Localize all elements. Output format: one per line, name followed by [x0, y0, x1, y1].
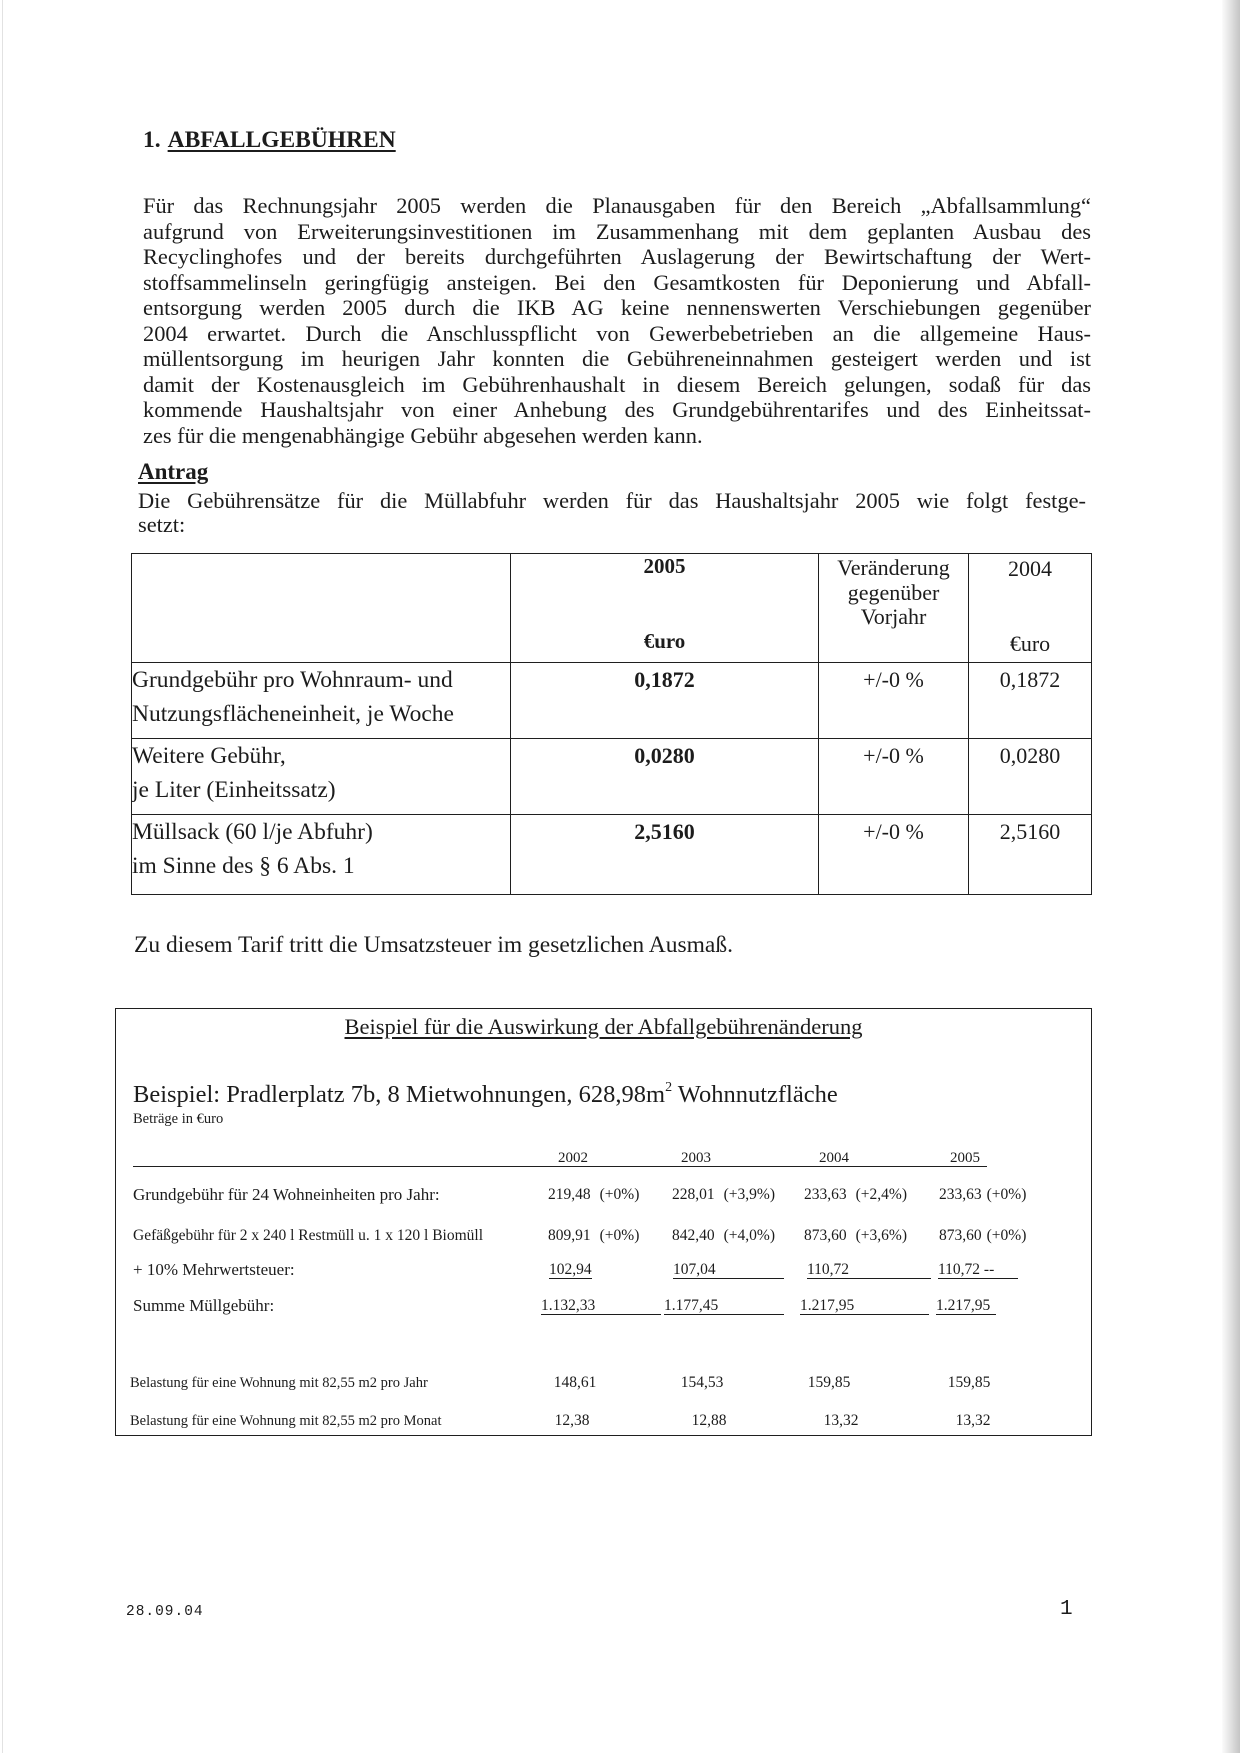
example-row-container-fee: [116, 1227, 1091, 1245]
cell-value: 873,60: [939, 1227, 982, 1244]
fee-row-value-2004: 2,5160: [969, 815, 1092, 895]
example-row-base-fee: [116, 1186, 1091, 1204]
intro-line: Für das Rechnungsjahr 2005 werden die Planausgaben für den Bereich „Abfallsammlung“: [143, 193, 1091, 218]
header-current-year-cell: [511, 554, 819, 663]
fee-row-value-2005: 0,1872: [511, 663, 819, 739]
header-change-line: gegenüber: [847, 579, 940, 605]
header-previous-unit: €uro: [1009, 631, 1051, 656]
cell-2003: 107,04: [673, 1261, 784, 1279]
cell-2003: [672, 1227, 775, 1245]
cell-2002: 1.132,33: [541, 1297, 661, 1315]
cell-2004: 1.217,95: [800, 1297, 929, 1315]
section-number: 1.: [143, 127, 161, 153]
tax-note: Zu diesem Tarif tritt die Umsatzsteuer im gesetzlichen Ausmaß.: [134, 932, 733, 958]
antrag-line: Die Gebührensätze für die Müllabfuhr werden für das Haushaltsjahr 2005 wie folgt festge-: [138, 488, 1086, 513]
fee-row-value-2005: 0,0280: [511, 739, 819, 815]
amounts-note: Beträge in €uro: [133, 1111, 224, 1127]
antrag-heading: Antrag: [138, 459, 209, 484]
header-previous-year-cell: [969, 554, 1092, 663]
cell-2004: 159,85: [807, 1374, 851, 1391]
cell-2003: 1.177,45: [664, 1297, 784, 1315]
example-row-per-month: [116, 1412, 1091, 1430]
cell-2002: [548, 1227, 639, 1245]
fee-row-label: [132, 815, 511, 895]
header-previous-year: 2004: [1008, 556, 1052, 581]
cell-2003: [672, 1186, 775, 1204]
row-label: + 10% Mehrwertsteuer:: [133, 1260, 295, 1279]
header-current-unit: €uro: [643, 629, 686, 653]
cell-value: 842,40: [672, 1227, 715, 1244]
intro-line: zes für die mengenabhängige Gebühr abgesehen werden kann.: [143, 422, 703, 448]
cell-value: 228,01: [672, 1186, 715, 1203]
cell-2003: 154,53: [680, 1374, 724, 1391]
cell-change: (+3,9%): [723, 1186, 775, 1203]
cell-2004: [804, 1186, 907, 1204]
example-prefix: Beispiel: Pradlerplatz 7b, 8 Mietwohnungen, 628,98m: [133, 1081, 666, 1108]
section-title: ABFALLGEBÜHREN: [167, 127, 396, 153]
cell-2004: 13,32: [823, 1412, 859, 1429]
cell-2005: 13,32: [955, 1412, 991, 1429]
cell-2003: 12,88: [691, 1412, 727, 1429]
fee-row-label-line: Grundgebühr pro Wohnraum- und: [132, 667, 453, 693]
cell-2002: 102,94: [549, 1261, 592, 1278]
header-current-year: 2005: [643, 554, 686, 578]
example-box-title: Beispiel für die Auswirkung der Abfallgebührenänderung: [344, 1014, 863, 1039]
cell-change: (+0%): [599, 1227, 640, 1244]
superscript-two: 2: [665, 1080, 673, 1095]
scan-edge-right: [1222, 0, 1240, 1753]
cell-2005: [939, 1186, 1026, 1204]
cell-2005: 159,85: [947, 1374, 991, 1391]
intro-line: aufgrund von Erweiterungsinvestitionen im Zusammenhang mit dem geplanten Ausbau des: [143, 218, 1091, 244]
fee-row-label: [132, 663, 511, 739]
intro-line: 2004 erwartet. Durch die Anschlusspflicht von Gewerbebetrieben an die allgemeine Haus-: [143, 320, 1091, 346]
example-description: [133, 1081, 838, 1113]
intro-line: damit der Kostenausgleich im Gebührenhaushalt in diesem Bereich gelungen, sodaß für das: [143, 371, 1091, 397]
year-header-2004: 2004: [819, 1150, 849, 1166]
cell-change: (+2,4%): [855, 1186, 907, 1203]
example-row-total: [116, 1297, 1091, 1315]
fee-table-corner-cell: [132, 554, 511, 663]
cell-2005: 1.217,95: [936, 1297, 996, 1315]
cell-value: 873,60: [804, 1227, 847, 1244]
fee-row-value-2005: 2,5160: [511, 815, 819, 895]
cell-value: 219,48: [548, 1186, 591, 1203]
row-label: Summe Müllgebühr:: [133, 1296, 275, 1315]
fee-table-header-row: [132, 554, 1092, 663]
cell-value: 233,63: [939, 1186, 982, 1203]
fee-table: [131, 553, 1092, 895]
row-label: Belastung für eine Wohnung mit 82,55 m2 pro Jahr: [130, 1375, 428, 1391]
year-header-2002: 2002: [558, 1150, 588, 1166]
antrag-line: setzt:: [138, 512, 186, 537]
cell-value: 233,63: [804, 1186, 847, 1203]
cell-change: (+0%): [986, 1227, 1027, 1244]
cell-2004: 110,72: [807, 1261, 931, 1279]
cell-2002: 148,61: [553, 1374, 597, 1391]
cell-2005: 110,72 --: [938, 1261, 1018, 1279]
intro-line: müllentsorgung im heurigen Jahr konnten die Gebühreneinnahmen gesteigert werden und ist: [143, 346, 1091, 371]
fee-row-value-2004: 0,0280: [969, 739, 1092, 815]
year-header-2003: 2003: [681, 1150, 711, 1166]
fee-row-label-line: Müllsack (60 l/je Abfuhr): [132, 819, 373, 845]
example-row-vat: [116, 1261, 1091, 1279]
fee-row-label: [132, 739, 511, 815]
fee-table-row: [132, 663, 1092, 739]
fee-row-change: +/-0 %: [819, 739, 969, 815]
fee-row-label-line: Nutzungsflächeneinheit, je Woche: [132, 701, 454, 727]
header-previous-year-block: [969, 554, 1091, 662]
cell-change: (+4,0%): [723, 1227, 775, 1244]
fee-row-change: +/-0 %: [819, 663, 969, 739]
cell-2004: [804, 1227, 907, 1245]
intro-line: Recyclinghofes und der bereits durchgeführten Auslagerung der Bewirtschaftung der Wert-: [143, 244, 1091, 269]
intro-line: entsorgung werden 2005 durch die IKB AG keine nennenswerten Verschiebungen gegenüber: [143, 295, 1091, 320]
antrag-text: [138, 489, 1086, 537]
row-label: Grundgebühr für 24 Wohneinheiten pro Jahr:: [133, 1185, 440, 1204]
section-heading: [143, 126, 396, 154]
example-suffix: Wohnnutzfläche: [672, 1081, 838, 1108]
fee-table-row: [132, 739, 1092, 815]
row-label: Belastung für eine Wohnung mit 82,55 m2 pro Monat: [130, 1413, 442, 1429]
cell-change: (+0%): [599, 1186, 640, 1203]
header-rule: [133, 1166, 987, 1167]
cell-2002: 12,38: [554, 1412, 590, 1429]
example-box: [115, 1008, 1092, 1436]
year-header-2005: 2005: [950, 1150, 980, 1166]
intro-line: stoffsammelinseln geringfügig ansteigen. Bei den Gesamtkosten für Deponierung und Abfall-: [143, 269, 1091, 295]
header-change-line: Vorjahr: [860, 604, 927, 629]
cell-change: (+3,6%): [855, 1227, 907, 1244]
fee-row-label-line: Weitere Gebühr,: [132, 743, 286, 769]
scan-edge-left: [2, 0, 3, 1753]
intro-line: kommende Haushaltsjahr von einer Anhebung des Grundgebührentarifes und des Einheitssat-: [143, 397, 1091, 422]
row-label: Gefäßgebühr für 2 x 240 l Restmüll u. 1 x 120 l Biomüll: [133, 1227, 484, 1244]
fee-row-label-line: je Liter (Einheitssatz): [132, 777, 336, 803]
fee-row-change: +/-0 %: [819, 815, 969, 895]
cell-2002: [548, 1186, 639, 1204]
header-change-line: Veränderung: [837, 555, 950, 580]
example-row-per-year: [116, 1374, 1091, 1392]
cell-2005: [939, 1227, 1026, 1245]
header-change-cell: [819, 554, 969, 663]
fee-table-row: [132, 815, 1092, 895]
header-change-block: [819, 554, 968, 630]
fee-row-value-2004: 0,1872: [969, 663, 1092, 739]
cell-change: (+0%): [986, 1186, 1027, 1203]
intro-paragraph: [143, 193, 1091, 448]
page-number: 1: [1060, 1598, 1073, 1621]
footer-date: 28.09.04: [126, 1604, 204, 1620]
header-current-year-block: [511, 554, 818, 662]
fee-row-label-line: im Sinne des § 6 Abs. 1: [132, 853, 355, 879]
cell-value: 809,91: [548, 1227, 591, 1244]
